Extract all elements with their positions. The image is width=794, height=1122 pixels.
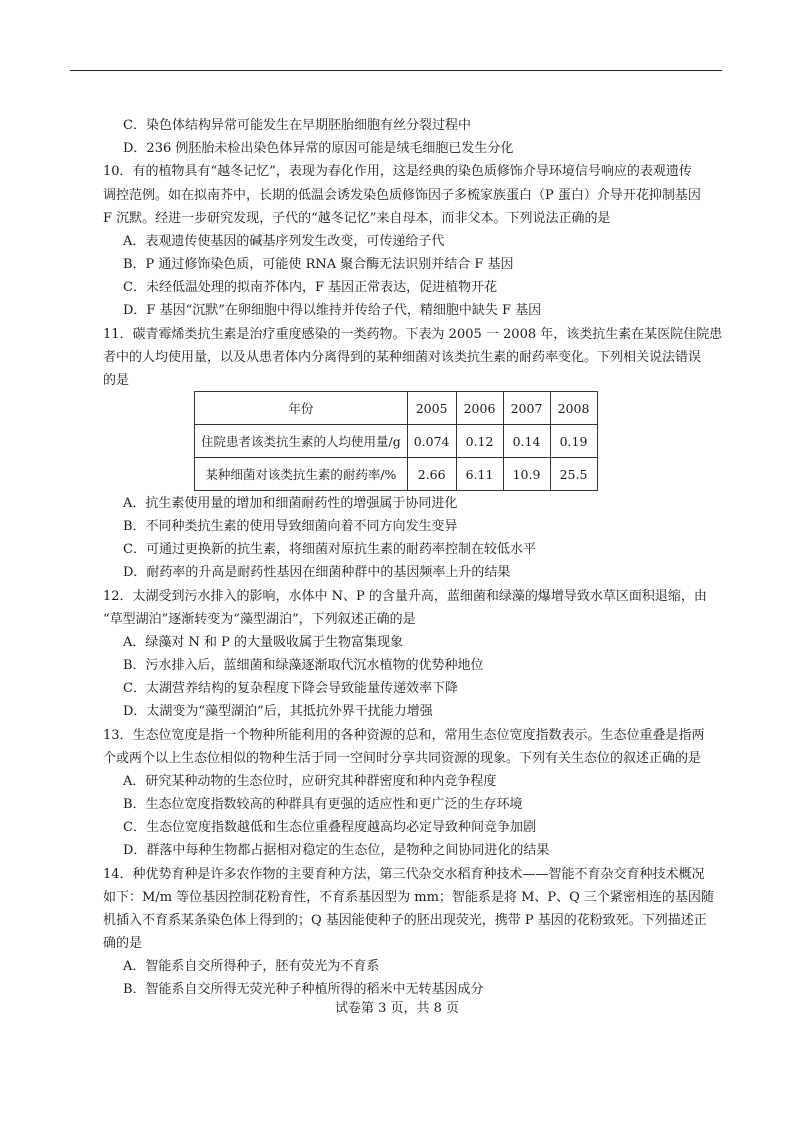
line: 个或两个以上生态位相似的物种生活于同一空间时分享共同资源的现象。下列有关生态位的叙述正确的是 [103, 751, 702, 766]
option-d: D．群落中每种生物都占据相对稳定的生态位，是物种之间协同进化的结果 [123, 843, 550, 858]
table-cell: 2.66 [407, 458, 456, 491]
page-footer: 试卷第 3 页，共 8 页 [334, 1001, 460, 1016]
option-c: C．太湖营养结构的复杂程度下降会导致能量传递效率下降 [123, 681, 458, 696]
line: 机插入不育系某条染色体上得到的；Q 基因能使种子的胚出现荧光，携带 P 基因的花粉致死。下列描述正 [103, 913, 707, 928]
table-header-row [195, 392, 598, 425]
line: C．染色体结构异常可能发生在早期胚胎细胞有丝分裂过程中 [123, 118, 471, 133]
line: 确的是 [103, 936, 143, 951]
option-d: D．耐药率的升高是耐药性基因在细菌种群中的基因频率上升的结果 [123, 565, 511, 580]
antibiotic-table [194, 391, 598, 491]
table-cell: 0.12 [456, 425, 503, 458]
table-cell: 0.14 [503, 425, 550, 458]
table-year: 2007 [503, 392, 550, 425]
option-c: C．未经低温处理的拟南芥体内，F 基因正常表达，促进植物开花 [123, 280, 498, 295]
option-a: A．研究某种动物的生态位时，应研究其种群密度和种内竞争程度 [123, 774, 497, 789]
option-b: B．生态位宽度指数较高的种群具有更强的适应性和更广泛的生存环境 [123, 797, 523, 812]
option-b: B．P 通过修饰染色质，可能使 RNA 聚合酶无法识别并结合 F 基因 [123, 257, 514, 272]
table-cell: 6.11 [456, 458, 503, 491]
table-cell: 10.9 [503, 458, 550, 491]
line: 如下：M/m 等位基因控制花粉育性，不育系基因型为 mm；智能系是将 M、P、Q 三个紧密相连的基因随 [103, 890, 714, 905]
line: “草型湖泊”逐渐转变为“藻型湖泊”，下列叙述正确的是 [103, 612, 416, 627]
question-10: 10．有的植物具有“越冬记忆”，表现为春化作用，这是经典的染色质修饰介导环境信号响应的表观遗传 [103, 164, 692, 179]
option-a: A．抗生素使用量的增加和细菌耐药性的增强属于协同进化 [123, 496, 458, 511]
option-d: D．太湖变为“藻型湖泊”后，其抵抗外界干扰能力增强 [123, 704, 433, 719]
table-cell: 0.074 [407, 425, 456, 458]
header-rule [70, 70, 722, 71]
option-a: A．智能系自交所得种子，胚有荧光为不育系 [123, 959, 380, 974]
table-year: 2008 [550, 392, 597, 425]
option-b: B．智能系自交所得无荧光种子种植所得的稻米中无转基因成分 [123, 982, 484, 997]
line: 者中的人均使用量，以及从患者体内分离得到的某种细菌对该类抗生素的耐药率变化。下列相关说法错误 [103, 350, 702, 365]
option-b: B．不同种类抗生素的使用导致细菌向着不同方向发生变异 [123, 519, 458, 534]
table-cell: 0.19 [550, 425, 597, 458]
table-row-label: 住院患者该类抗生素的人均使用量/g [195, 425, 408, 458]
option-a: A．绿藻对 N 和 P 的大量吸收属于生物富集现象 [123, 635, 404, 650]
line: F 沉默。经进一步研究发现，子代的“越冬记忆”来自母本，而非父本。下列说法正确的是 [103, 211, 611, 226]
line: 调控范例。如在拟南芥中，长期的低温会诱发染色质修饰因子多梳家族蛋白（P 蛋白）介导开花抑制基因 [103, 188, 701, 203]
option-c: C．可通过更换新的抗生素，将细菌对原抗生素的耐药率控制在较低水平 [123, 542, 536, 557]
line: 的是 [103, 373, 130, 388]
line: D．236 例胚胎未检出染色体异常的原因可能是绒毛细胞已发生分化 [123, 141, 514, 156]
option-c: C．生态位宽度指数越低和生态位重叠程度越高均必定导致种间竞争加剧 [123, 820, 536, 835]
table-header-label: 年份 [195, 392, 408, 425]
question-14: 14．种优势育种是许多农作物的主要育种方法，第三代杂交水稻育种技术——智能不育杂交育种技术概况 [103, 867, 705, 882]
table-year: 2005 [407, 392, 456, 425]
option-a: A．表观遗传使基因的碱基序列发生改变，可传递给子代 [123, 234, 445, 249]
table-row-label: 某种细菌对该类抗生素的耐药率/% [195, 458, 408, 491]
option-d: D．F 基因“沉默”在卵细胞中得以维持并传给子代，精细胞中缺失 F 基因 [123, 303, 542, 318]
question-12: 12．太湖受到污水排入的影响，水体中 N、P 的含量升高，蓝细菌和绿藻的爆增导致水草区面积退缩，由 [103, 589, 707, 604]
question-13: 13．生态位宽度是指一个物种所能利用的各种资源的总和，常用生态位宽度指数表示。生态位重叠是指两 [103, 728, 705, 743]
question-11: 11．碳青霉烯类抗生素是治疗重度感染的一类药物。下表为 2005 一 2008 年，该类抗生素在某医院住院患 [103, 327, 723, 342]
table-cell: 25.5 [550, 458, 597, 491]
table-row [195, 458, 598, 491]
table-row [195, 425, 598, 458]
table-year: 2006 [456, 392, 503, 425]
option-b: B．污水排入后，蓝细菌和绿藻逐渐取代沉水植物的优势种地位 [123, 658, 484, 673]
